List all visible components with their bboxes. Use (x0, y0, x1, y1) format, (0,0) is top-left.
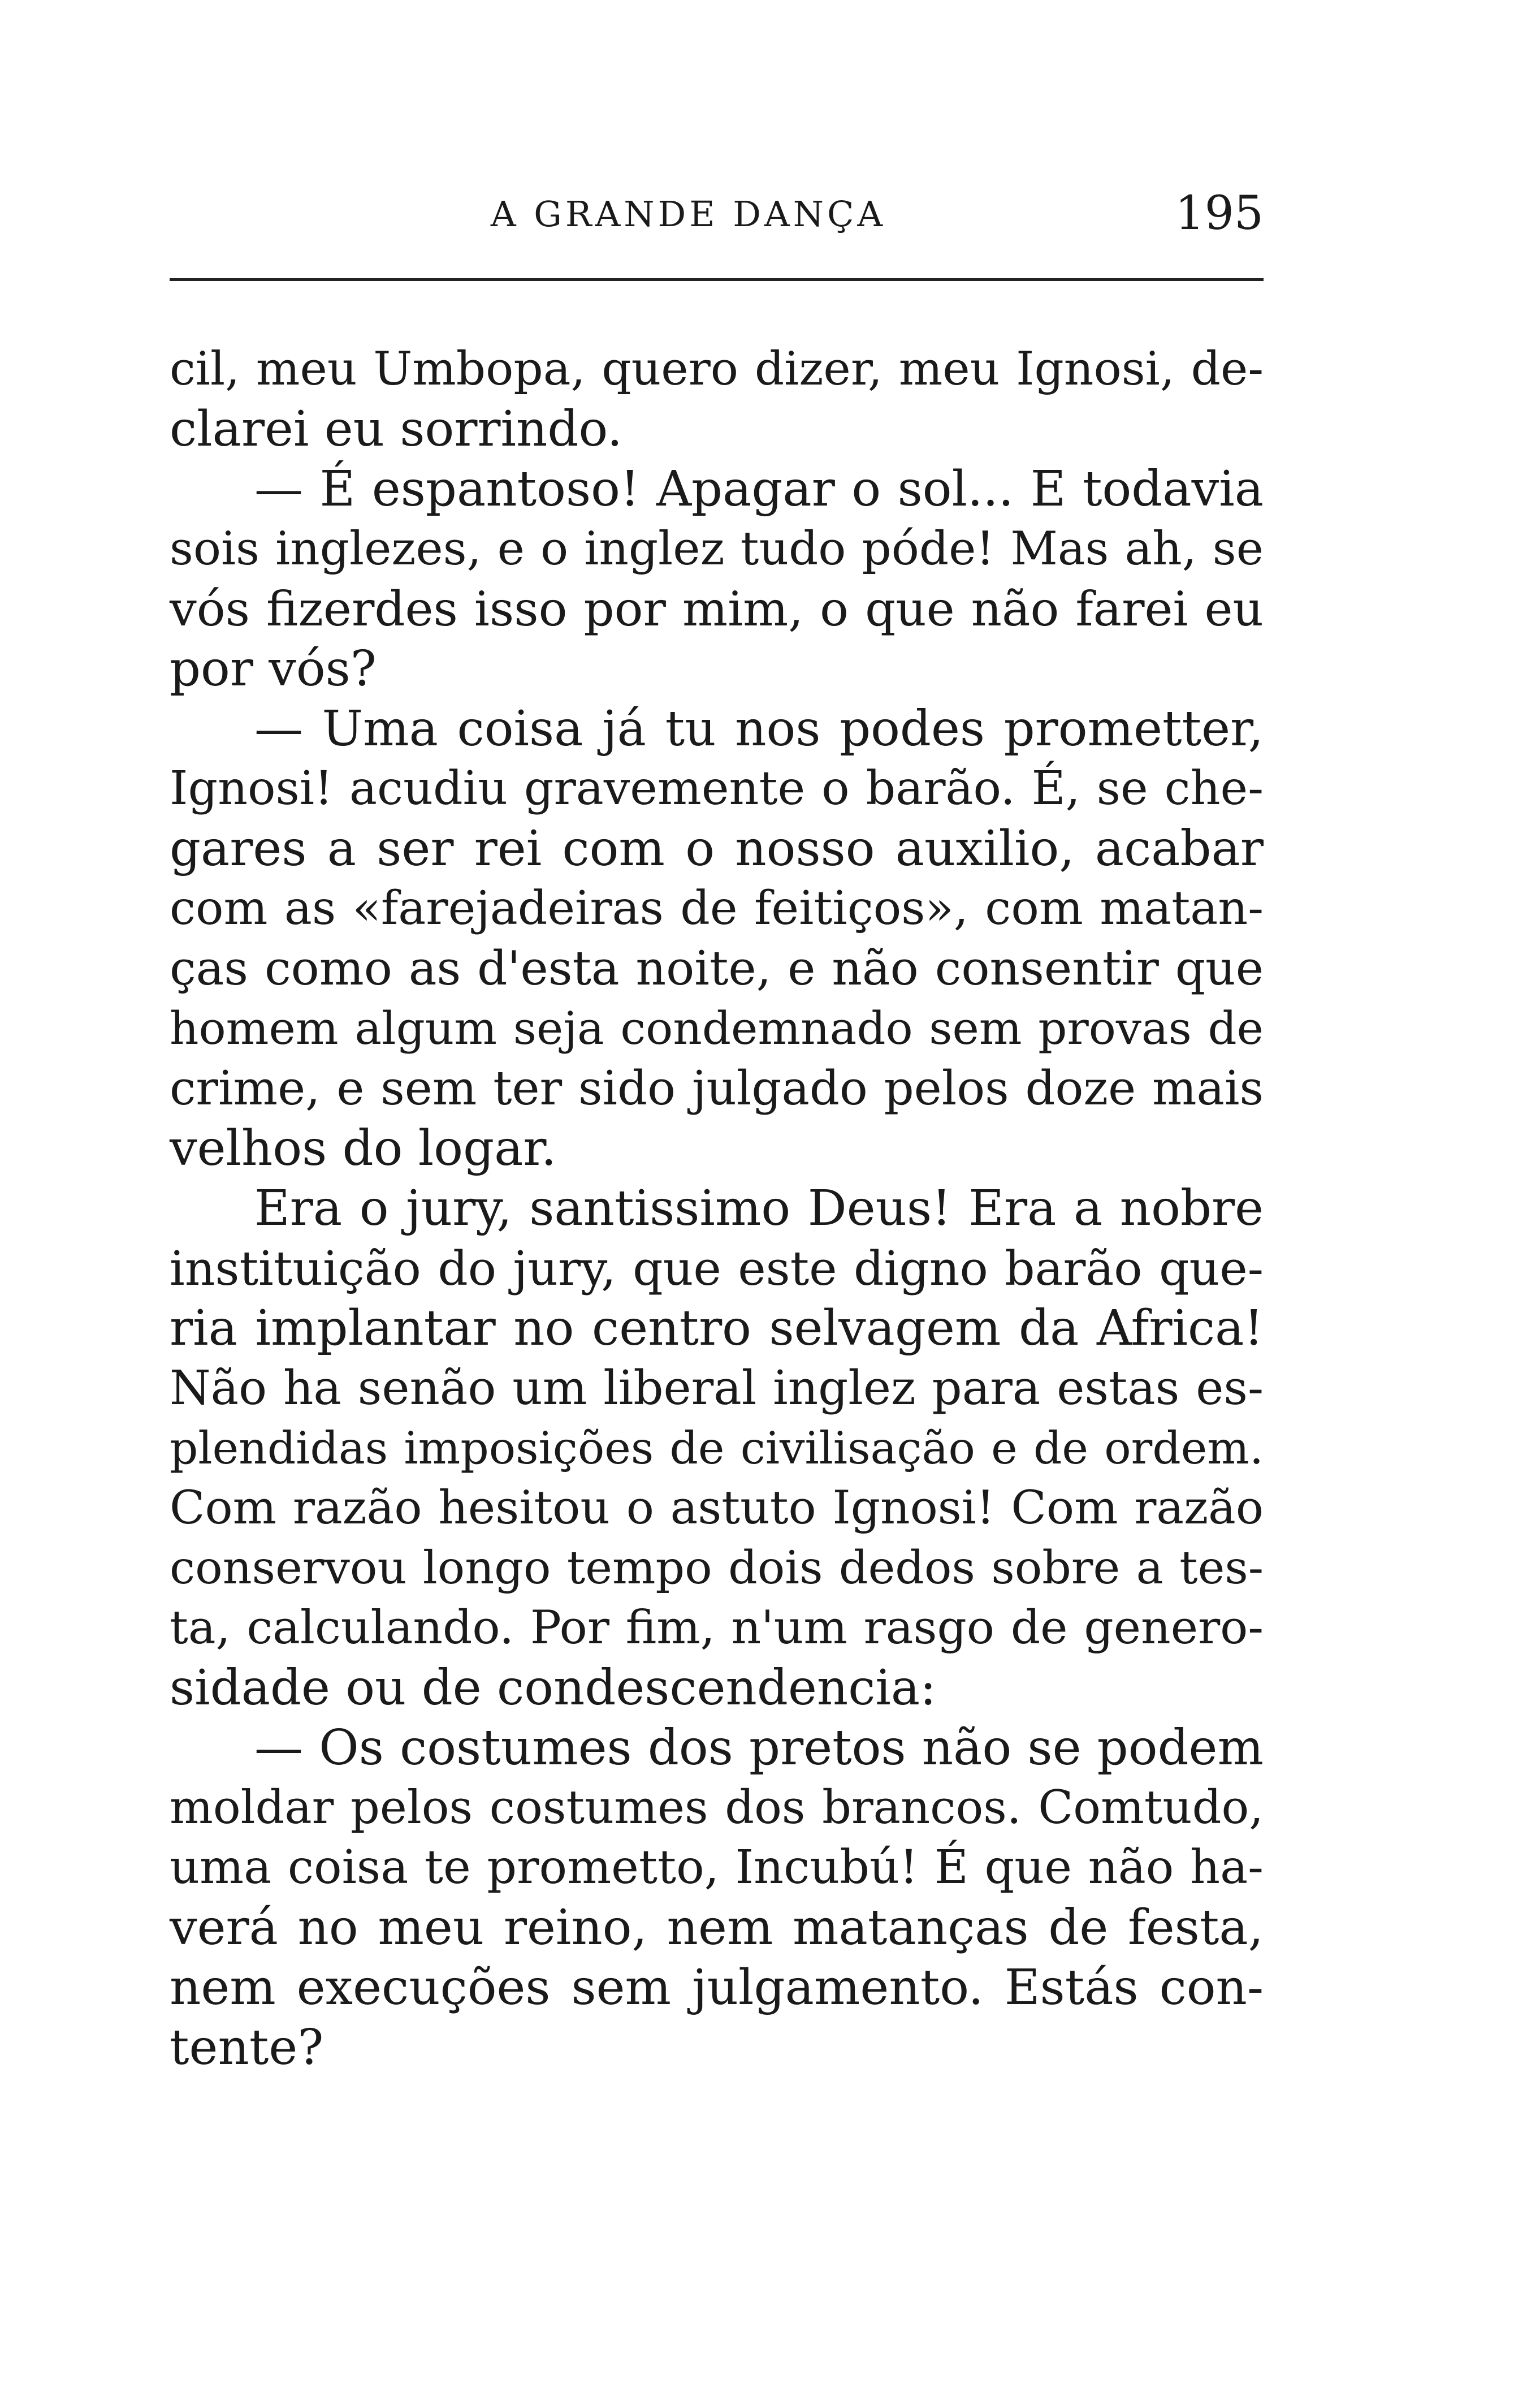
text-line: verá no meu reino, nem matanças de festa, (170, 1899, 1264, 1956)
text-line: ta, calculando. Por fim, n'um rasgo de genero- (170, 1601, 1264, 1655)
text-line: ças como as d'esta noite, e não consentir que (170, 941, 1264, 996)
running-title: A GRANDE DANÇA (490, 193, 886, 235)
text-line: cil, meu Umbopa, quero dizer, meu Ignosi, de- (170, 342, 1264, 396)
text-line: — É espantoso! Apagar o sol... E todavia (254, 461, 1264, 517)
text-line: Não ha senão um liberal inglez para estas es- (170, 1361, 1264, 1415)
text-line: homem algum seja condemnado sem provas de (170, 1002, 1264, 1055)
text-line: ria implantar no centro selvagem da Africa! (170, 1300, 1264, 1357)
text-line: Ignosi! acudiu gravemente o barão. É, se che- (170, 762, 1264, 815)
text-line: moldar pelos costumes dos brancos. Comtudo, (170, 1781, 1264, 1834)
text-line: instituição do jury, que este digno barão que- (170, 1241, 1264, 1296)
text-line: clarei eu sorrindo. (170, 401, 623, 457)
text-line: — Uma coisa já tu nos podes prometter, (254, 701, 1264, 757)
text-line: Com razão hesitou o astuto Ignosi! Com razão (170, 1481, 1264, 1535)
running-head (170, 187, 1264, 254)
header-rule (170, 278, 1264, 281)
text-line: tente? (170, 2019, 324, 2076)
text-line: nem execuções sem julgamento. Estás con- (170, 1959, 1264, 2016)
text-line: com as «farejadeiras de feitiços», com matan- (170, 882, 1264, 935)
text-line: sois inglezes, e o inglez tudo póde! Mas ah, se (170, 522, 1264, 576)
text-line: — Os costumes dos pretos não se podem (254, 1720, 1264, 1776)
text-line: conservou longo tempo dois dedos sobre a tes- (170, 1542, 1264, 1595)
text-line: uma coisa te prometto, Incubú! É que não ha- (170, 1841, 1264, 1894)
text-line: velhos do logar. (170, 1120, 557, 1177)
text-line: gares a ser rei com o nosso auxilio, acabar (170, 821, 1264, 877)
text-line: Era o jury, santissimo Deus! Era a nobre (254, 1180, 1264, 1237)
text-line: sidade ou de condescendencia: (170, 1660, 937, 1716)
text-line: plendidas imposições de civilisação e de ordem. (170, 1422, 1264, 1474)
text-line: crime, e sem ter sido julgado pelos doze mais (170, 1061, 1264, 1116)
text-line: vós fizerdes isso por mim, o que não farei eu (170, 581, 1264, 637)
body-text (170, 339, 1264, 2078)
text-line: por vós? (170, 641, 377, 697)
page-number: 195 (1175, 187, 1264, 240)
